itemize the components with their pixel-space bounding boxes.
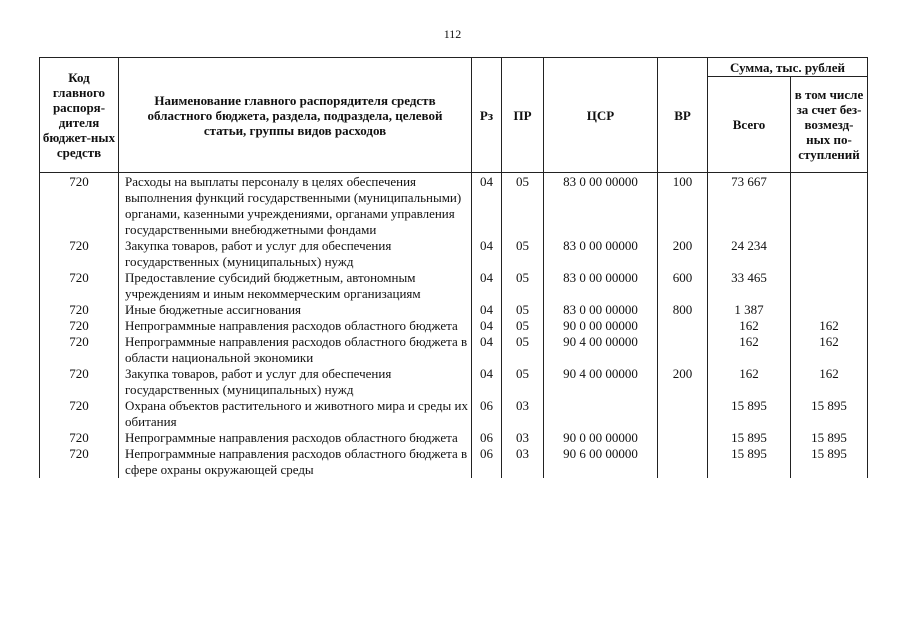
cell-vr [658,430,708,446]
cell-csr: 83 0 00 00000 [544,270,658,302]
cell-total: 73 667 [708,173,791,239]
cell-total: 24 234 [708,238,791,270]
cell-rz: 06 [472,398,502,430]
table-row [40,398,868,430]
cell-grants [791,302,868,318]
cell-pr: 05 [502,302,544,318]
cell-csr: 83 0 00 00000 [544,302,658,318]
cell-grants: 15 895 [791,430,868,446]
table-row [40,366,868,398]
cell-vr: 200 [658,238,708,270]
cell-rz: 06 [472,430,502,446]
cell-name: Непрограммные направления расходов областного бюджета в сфере охраны окружающей среды [119,446,472,478]
cell-csr: 90 6 00 00000 [544,446,658,478]
table-row [40,238,868,270]
cell-csr: 90 0 00 00000 [544,430,658,446]
cell-pr: 05 [502,173,544,239]
cell-grants [791,238,868,270]
cell-grants: 15 895 [791,398,868,430]
cell-csr: 90 4 00 00000 [544,334,658,366]
table-row [40,318,868,334]
cell-rz: 04 [472,238,502,270]
cell-total: 33 465 [708,270,791,302]
cell-pr: 05 [502,270,544,302]
header-csr: ЦСР [544,58,658,173]
cell-pr: 05 [502,238,544,270]
cell-code: 720 [40,173,119,239]
cell-code: 720 [40,270,119,302]
cell-vr [658,398,708,430]
cell-total: 15 895 [708,446,791,478]
cell-name: Предоставление субсидий бюджетным, автономным учреждениям и иным некоммерческим организациям [119,270,472,302]
cell-pr: 05 [502,318,544,334]
cell-name: Закупка товаров, работ и услуг для обеспечения государственных (муниципальных) нужд [119,366,472,398]
cell-vr: 100 [658,173,708,239]
cell-vr [658,318,708,334]
cell-csr [544,398,658,430]
cell-grants [791,270,868,302]
cell-total: 162 [708,366,791,398]
cell-name: Охрана объектов растительного и животного мира и среды их обитания [119,398,472,430]
cell-name: Расходы на выплаты персоналу в целях обеспечения выполнения функций государственными (муниципальными) органами, казенными учреждениями, органами управления государственными внебюджетными фондами [119,173,472,239]
cell-name: Иные бюджетные ассигнования [119,302,472,318]
table-row [40,173,868,239]
cell-code: 720 [40,366,119,398]
header-code: Код главного распоря-дителя бюджет-ных средств [40,58,119,173]
table-row [40,302,868,318]
cell-code: 720 [40,430,119,446]
cell-pr: 03 [502,446,544,478]
cell-grants: 162 [791,318,868,334]
cell-vr: 800 [658,302,708,318]
cell-code: 720 [40,398,119,430]
cell-vr [658,334,708,366]
cell-vr [658,446,708,478]
header-rz: Рз [472,58,502,173]
cell-total: 15 895 [708,398,791,430]
header-vr: ВР [658,58,708,173]
cell-code: 720 [40,318,119,334]
cell-rz: 06 [472,446,502,478]
cell-csr: 90 0 00 00000 [544,318,658,334]
cell-name: Непрограммные направления расходов областного бюджета [119,318,472,334]
cell-vr: 600 [658,270,708,302]
cell-name: Непрограммные направления расходов областного бюджета в области национальной экономики [119,334,472,366]
cell-vr: 200 [658,366,708,398]
cell-code: 720 [40,334,119,366]
cell-code: 720 [40,446,119,478]
cell-rz: 04 [472,173,502,239]
cell-pr: 05 [502,366,544,398]
table-row [40,334,868,366]
cell-rz: 04 [472,270,502,302]
header-pr: ПР [502,58,544,173]
table-row [40,446,868,478]
cell-total: 15 895 [708,430,791,446]
table-row [40,430,868,446]
cell-grants: 15 895 [791,446,868,478]
cell-total: 162 [708,334,791,366]
cell-grants: 162 [791,366,868,398]
cell-total: 162 [708,318,791,334]
cell-pr: 03 [502,430,544,446]
cell-csr: 83 0 00 00000 [544,238,658,270]
cell-csr: 90 4 00 00000 [544,366,658,398]
cell-grants [791,173,868,239]
header-sum-group: Сумма, тыс. рублей [708,58,868,77]
cell-rz: 04 [472,366,502,398]
header-grants: в том числе за счет без-возмезд-ных по-ступлений [791,77,868,173]
cell-csr: 83 0 00 00000 [544,173,658,239]
header-name: Наименование главного распорядителя средств областного бюджета, раздела, подраздела, целевой статьи, группы видов расходов [119,58,472,173]
cell-total: 1 387 [708,302,791,318]
table-row [40,270,868,302]
cell-code: 720 [40,238,119,270]
cell-rz: 04 [472,334,502,366]
cell-grants: 162 [791,334,868,366]
budget-table [39,57,868,478]
header-total: Всего [708,77,791,173]
page-number: 112 [443,27,462,41]
cell-pr: 03 [502,398,544,430]
cell-name: Закупка товаров, работ и услуг для обеспечения государственных (муниципальных) нужд [119,238,472,270]
cell-pr: 05 [502,334,544,366]
cell-name: Непрограммные направления расходов областного бюджета [119,430,472,446]
cell-rz: 04 [472,318,502,334]
cell-code: 720 [40,302,119,318]
cell-rz: 04 [472,302,502,318]
